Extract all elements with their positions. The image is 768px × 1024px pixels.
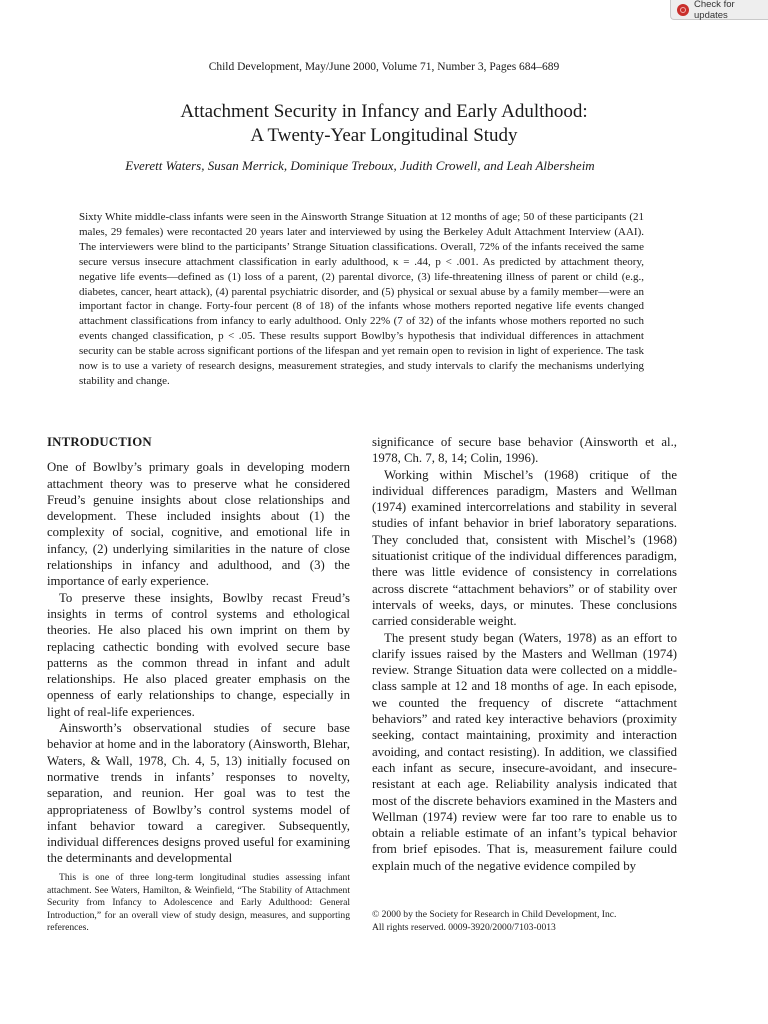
paragraph: significance of secure base behavior (Ainsworth et al., 1978, Ch. 7, 8, 14; Colin, 1996). — [372, 435, 677, 466]
paragraph: The present study began (Waters, 1978) as an effort to clarify issues raised by the Masters and Wellman (1974) review. Strange Situation data were collected on a middle-class sample at 12 and 18 months of age. In each episode, we counted the frequency of discrete “attachment behaviors” and rated key interactive behaviors (proximity seeking, contact maintaining, proximity and interaction avoiding, and contact resisting). In addition, we classified each infant as secure, insecure-avoidant, and insecure-resistant at each age. Reliability analysis indicated that most of the discrete behaviors examined in the Masters and Wellman (1974) review were far too rare to enable us to obtain a reliable estimate of an infant’s typical behavior from brief episodes. That is, measurement failure could explain much of the negative evidence compiled by — [372, 630, 677, 873]
title-line-2: A Twenty-Year Longitudinal Study — [250, 125, 518, 146]
section-heading: INTRODUCTION — [47, 435, 152, 449]
footnote: This is one of three long-term longitudinal studies assessing infant attachment. See Waters, Hamilton, & Weinfield, “The Stability of Attachment Security from Infancy to Adolescence and Early Adulthood: General Introduction,” for an overall view of study design, measures, and supporting references. — [47, 872, 350, 934]
right-column — [372, 434, 677, 874]
paragraph: To preserve these insights, Bowlby recast Freud’s insights in terms of control systems and ethological theories. He also placed his own imprint on them by replacing cathectic bonding with evolved secure base patterns as the common thread in infant and adult relationships. He also placed greater emphasis on the openness of early relationships to change, especially in light of real-life experiences. — [47, 590, 350, 719]
paragraph: Working within Mischel’s (1968) critique of the individual differences paradigm, Masters and Wellman (1974) examined intercorrelations and stability in several studies of infant behavior in brief laboratory separations. They concluded that, consistent with Mischel’s (1968) situationist critique of the individual differences paradigm, there was little evidence of consistency in correlations across discrete “attachment behaviors” or of stability over intervals of weeks, days, or minutes. These conclusions carried considerable weight. — [372, 467, 677, 629]
author-list: Everett Waters, Susan Merrick, Dominique Treboux, Judith Crowell, and Leah Albersheim — [125, 158, 595, 173]
copyright-line-2: All rights reserved. 0009-3920/2000/7103-0013 — [372, 921, 556, 933]
left-column — [47, 434, 350, 867]
copyright-line-1: © 2000 by the Society for Research in Child Development, Inc. — [372, 909, 617, 920]
copyright-notice — [372, 909, 677, 934]
check-for-updates-icon — [677, 4, 689, 16]
abstract: Sixty White middle-class infants were seen in the Ainsworth Strange Situation at 12 months of age; 50 of these participants (21 males, 29 females) were recontacted 20 years later and interviewed by using the Berkeley Adult Attachment Interview (AAI). The interviewers were blind to the participants’ Strange Situation classifications. Overall, 72% of the infants received the same secure versus insecure attachment classification in early adulthood, κ = .44, p < .001. As predicted by attachment theory, negative life events—defined as (1) loss of a parent, (2) parental divorce, (3) life-threatening illness of parent or child (e.g., diabetes, cancer, heart attack), (4) parental psychiatric disorder, and (5) physical or sexual abuse by a family member—were an important factor in change. Forty-four percent (8 of 18) of the infants whose mothers reported negative life events changed attachment classifications from infancy to early adulthood. Only 22% (7 of 32) of the infants whose mothers reported no such events changed classification, p < .05. These results support Bowlby’s hypothesis that individual differences in attachment security can be stable across significant portions of the lifespan and yet remain open to revision in light of experience. The task now is to use a variety of research designs, measurement strategies, and study intervals to clarify the mechanisms underlying stability and change. — [79, 211, 644, 387]
paragraph: One of Bowlby’s primary goals in developing modern attachment theory was to preserve what he considered Freud’s genuine insights about close relationships and development. These included insights about (1) the complexity of social, cognitive, and emotional life in infancy, (2) underlying similarities in the nature of close relationships in infancy and adulthood, and (3) the importance of early experience. — [47, 460, 350, 589]
paragraph: Ainsworth’s observational studies of secure base behavior at home and in the laboratory (Ainsworth, Blehar, Waters, & Wall, 1978, Ch. 4, 5, 13) initially focused on normative trends in infants’ responses to novelty, separation, and reunion. Her goal was to test the appropriateness of Bowlby’s control systems model of infant behavior toward a caregiver. Subsequently, individual differences designs proved useful for examining the determinants and developmental — [47, 721, 350, 866]
journal-citation: Child Development, May/June 2000, Volume 71, Number 3, Pages 684–689 — [208, 61, 560, 73]
check-for-updates-label: Check for updates — [694, 0, 735, 21]
title-line-1: Attachment Security in Infancy and Early Adulthood: — [180, 101, 588, 122]
check-for-updates-button[interactable] — [670, 0, 768, 20]
article-title — [0, 100, 768, 148]
